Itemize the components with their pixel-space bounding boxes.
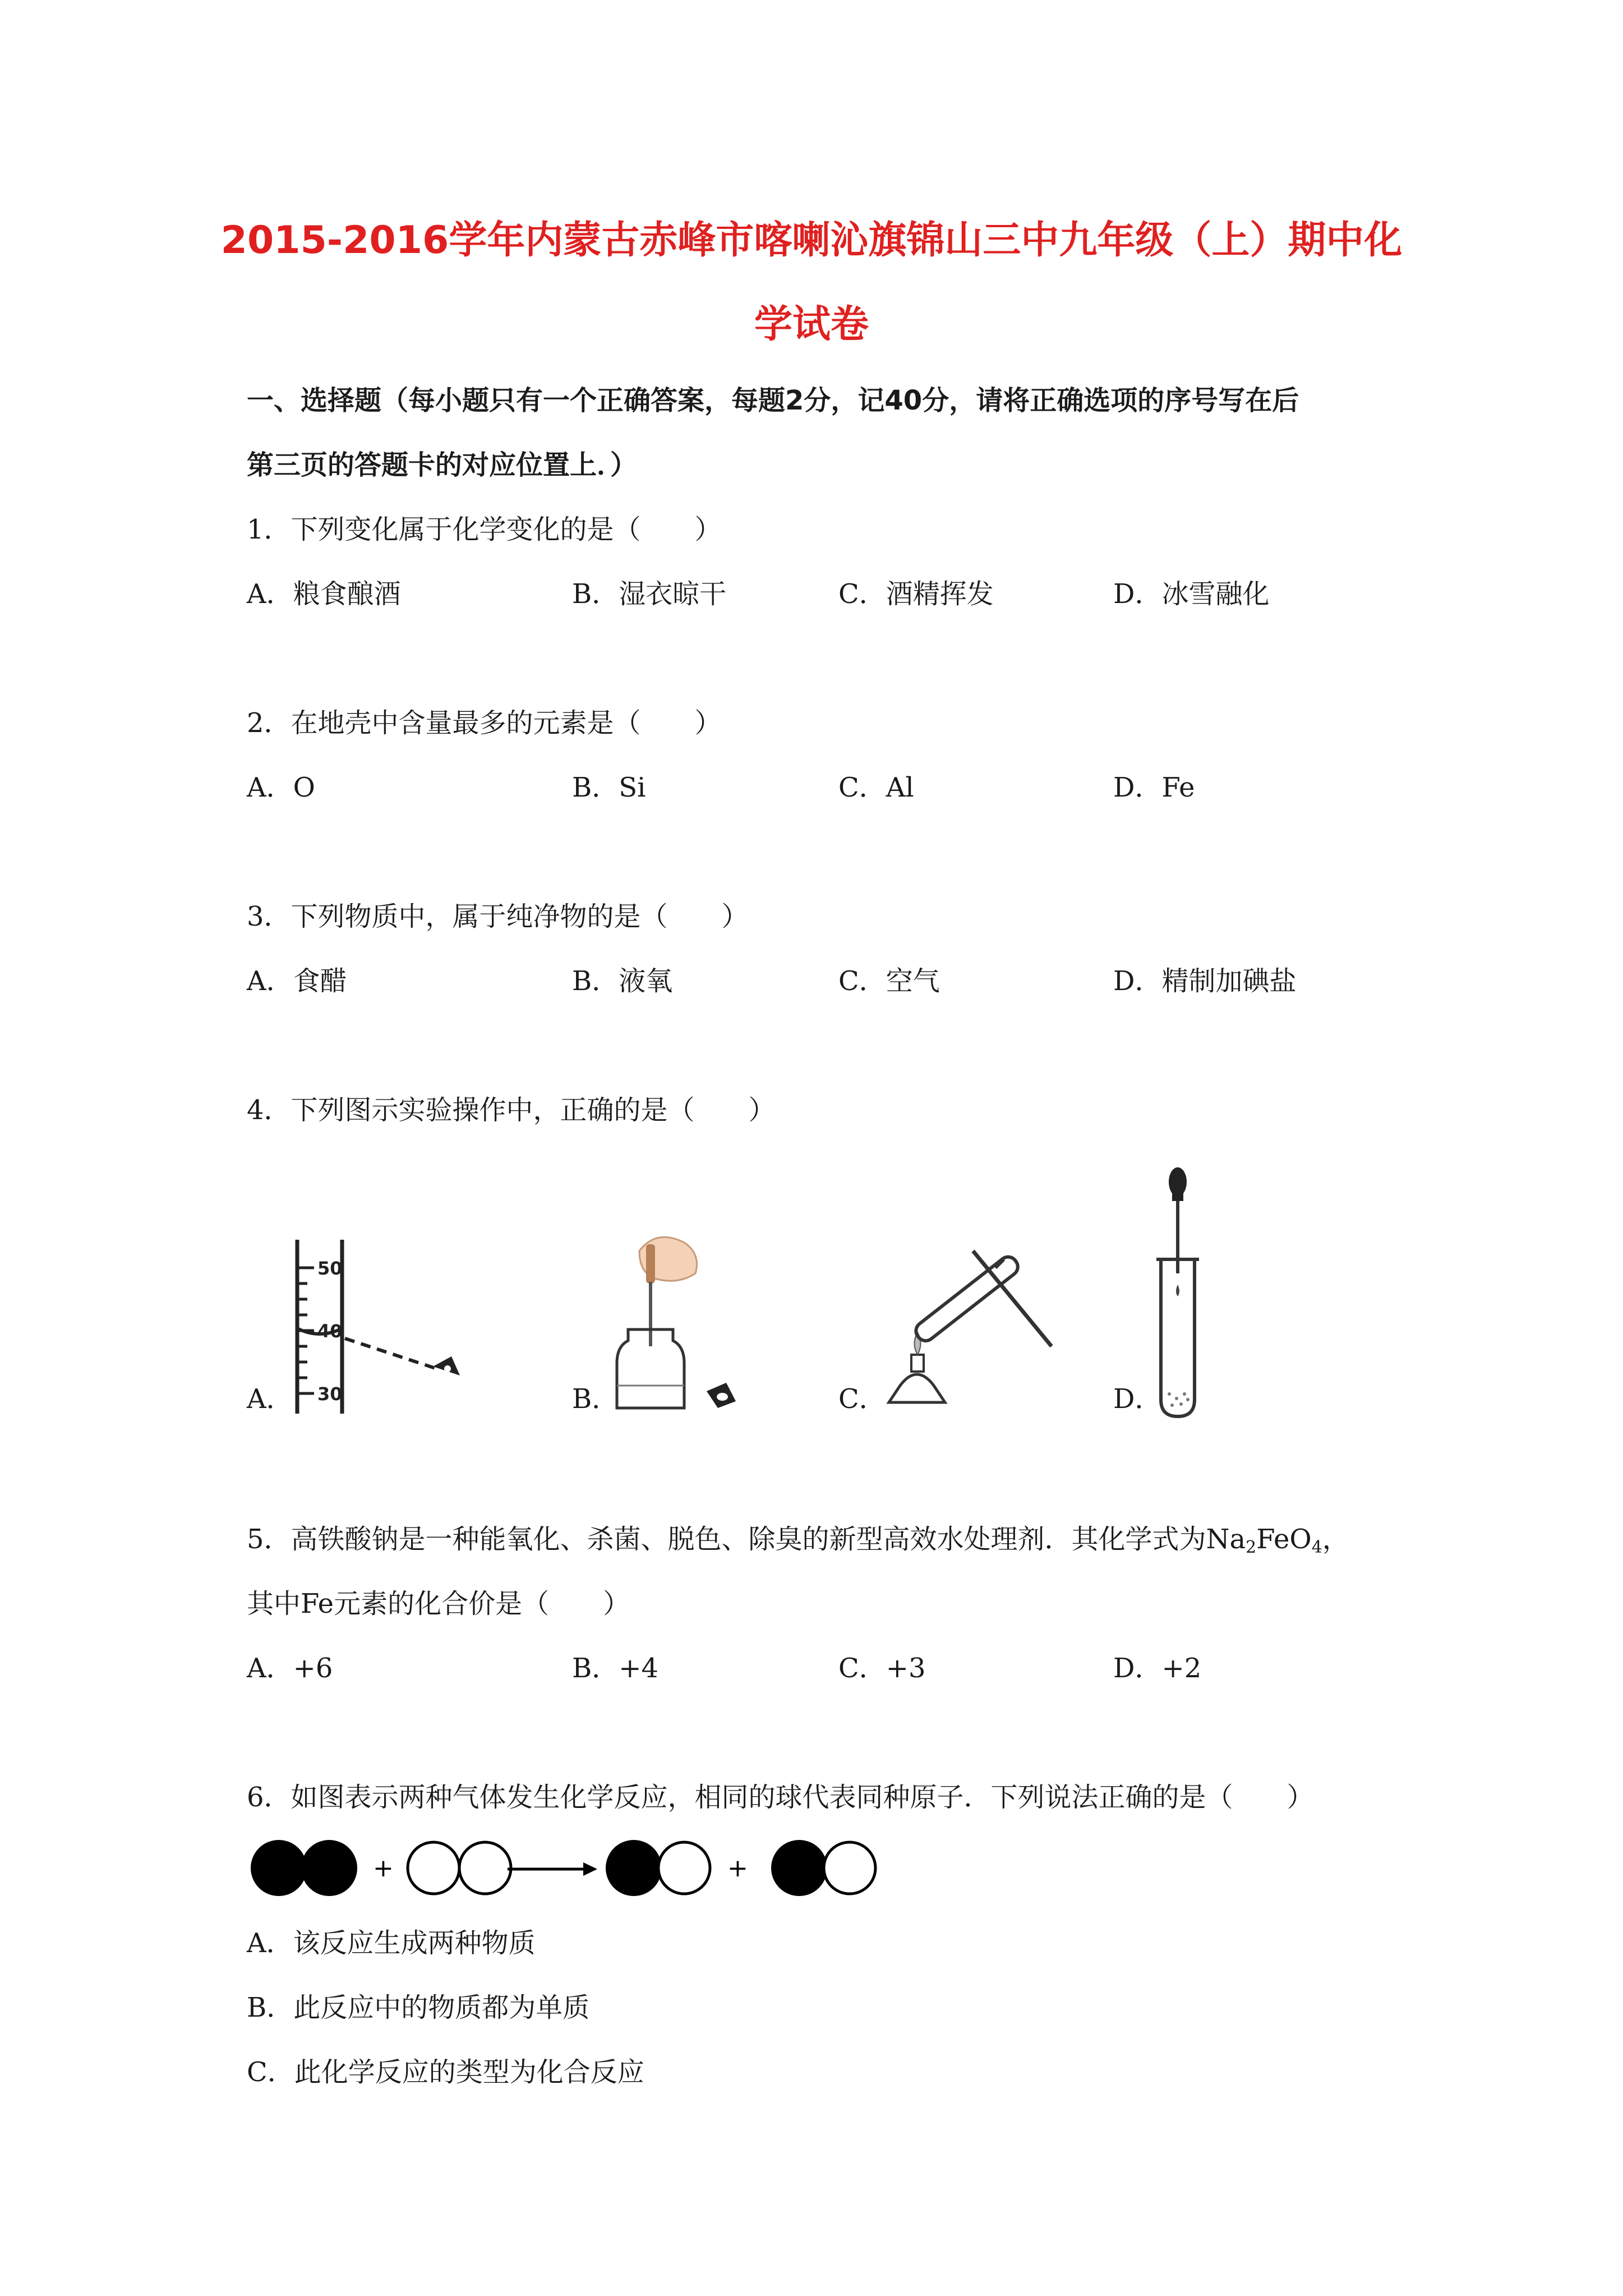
question-3-option-a: A．食醋 — [247, 965, 347, 997]
plus-sign: + — [373, 1854, 394, 1883]
figure-dropper-bottle — [611, 1223, 746, 1414]
question-3-option-c: C．空气 — [838, 965, 940, 997]
question-4-stem: 4．下列图示实验操作中，正确的是（ ） — [247, 1094, 776, 1126]
question-5-comma: ， — [1322, 1524, 1349, 1555]
question-5-stem-line2: 其中Fe元素的化合价是（ ） — [247, 1588, 630, 1619]
atom-black — [606, 1840, 662, 1896]
cylinder-tick-40: 40 — [317, 1320, 343, 1342]
question-1-option-a: A．粮食酿酒 — [247, 578, 401, 610]
reaction-arrow — [508, 1862, 597, 1876]
question-2-option-b: B．Si — [572, 772, 646, 803]
question-5-feo: FeO — [1256, 1524, 1312, 1555]
atom-white — [658, 1842, 710, 1894]
question-2-option-d: D．Fe — [1113, 772, 1195, 803]
figure-reaction-diagram — [247, 1834, 886, 1902]
question-5-option-d: D．+2 — [1113, 1653, 1202, 1684]
question-5-sub-4: 4 — [1311, 1538, 1322, 1557]
figure-heating-test-tube — [878, 1234, 1057, 1414]
question-2-option-c: C．Al — [838, 772, 914, 803]
plus-sign: + — [727, 1854, 748, 1883]
atom-black — [251, 1840, 307, 1896]
question-5-sub-2: 2 — [1246, 1538, 1257, 1557]
page-title-line1: 2015-2016学年内蒙古赤峰市喀喇沁旗锦山三中九年级（上）期中化 — [220, 218, 1403, 263]
atom-white — [824, 1842, 875, 1894]
section-heading-line1: 一、选择题（每小题只有一个正确答案，每题2分，记40分，请将正确选项的序号写在后 — [247, 385, 1299, 416]
atom-white — [459, 1842, 511, 1894]
question-4-option-d: D． — [1113, 1383, 1162, 1415]
section-heading-line2: 第三页的答题卡的对应位置上．） — [247, 449, 638, 481]
figure-cylinder-reading — [280, 1228, 482, 1419]
question-2-option-a: A．O — [247, 772, 316, 803]
question-1-option-b: B．湿衣晾干 — [572, 578, 727, 610]
question-5-stem-line1 — [247, 1524, 1349, 1557]
question-4-option-a: A． — [247, 1383, 293, 1415]
question-3-option-d: D．精制加碘盐 — [1113, 965, 1297, 997]
cylinder-tick-50: 50 — [317, 1258, 343, 1279]
page-title-line2: 学试卷 — [754, 302, 869, 347]
atom-white — [408, 1842, 459, 1894]
question-4-option-b: B． — [572, 1383, 619, 1415]
question-5-option-a: A．+6 — [247, 1653, 333, 1684]
question-1-option-d: D．冰雪融化 — [1113, 578, 1270, 610]
question-5-option-b: B．+4 — [572, 1653, 659, 1684]
question-3-stem: 3．下列物质中，属于纯净物的是（ ） — [247, 901, 749, 932]
question-1-stem: 1．下列变化属于化学变化的是（ ） — [247, 514, 722, 545]
cylinder-tick-30: 30 — [317, 1383, 343, 1405]
question-6-option-b: B．此反应中的物质都为单质 — [247, 1992, 590, 2023]
question-5-option-c: C．+3 — [838, 1653, 926, 1684]
question-2-stem: 2．在地壳中含量最多的元素是（ ） — [247, 707, 722, 739]
question-1-option-c: C．酒精挥发 — [838, 578, 994, 610]
question-3-option-b: B．液氧 — [572, 965, 673, 997]
question-4-option-c: C． — [838, 1383, 886, 1415]
question-6-option-a: A．该反应生成两种物质 — [247, 1927, 536, 1959]
atom-black — [301, 1840, 357, 1896]
question-5-stem-text: 5．高铁酸钠是一种能氧化、杀菌、脱色、除臭的新型高效水处理剂．其化学式为Na — [247, 1524, 1246, 1555]
question-6-option-c: C．此化学反应的类型为化合反应 — [247, 2056, 644, 2088]
atom-black — [771, 1840, 827, 1896]
question-6-stem: 6．如图表示两种气体发生化学反应，相同的球代表同种原子．下列说法正确的是（ ） — [247, 1782, 1314, 1813]
